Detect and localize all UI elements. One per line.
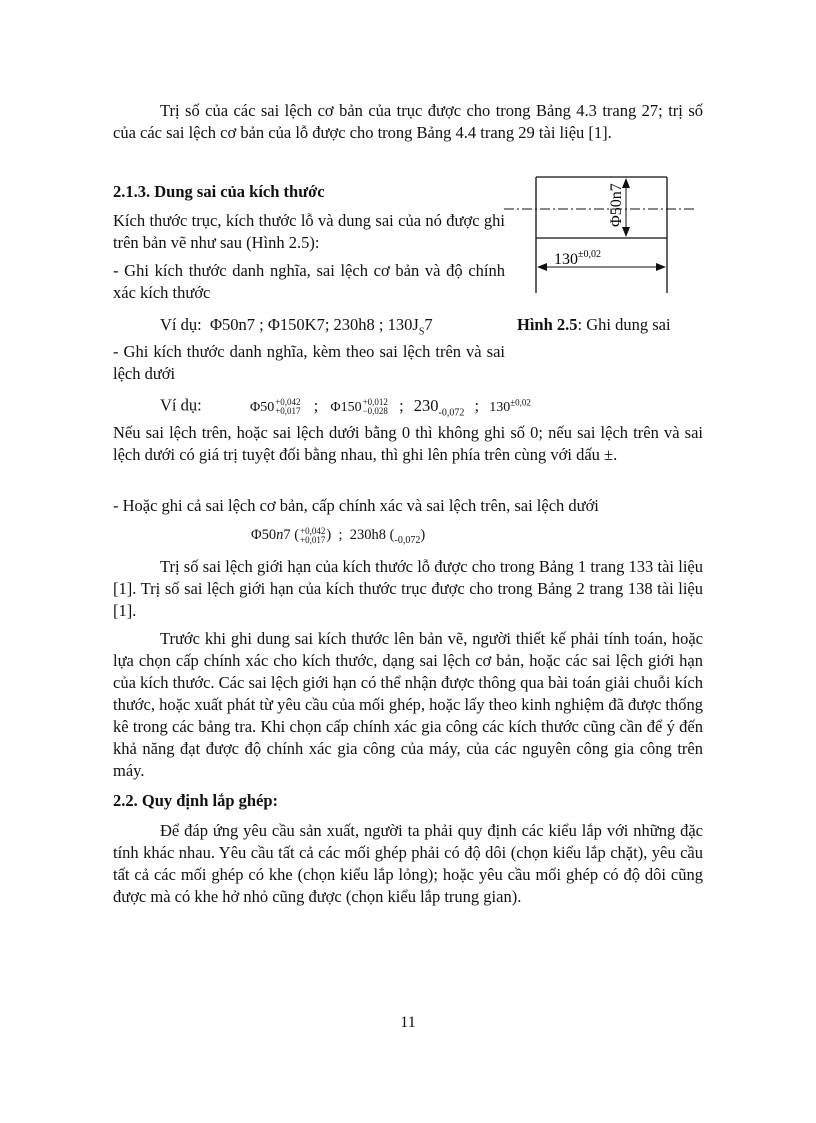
example-1-text: Φ50n7 ; Φ150K7; 230h8 ; 130J: [209, 315, 419, 334]
page-number: 11: [400, 1014, 416, 1031]
length-dimension-label: $130^{\pm 0,02}$: [554, 249, 601, 268]
example-3: Φ50n7 ( +0,042 +0,017 ) ; 230h8 $(_{-0,072})$: [251, 525, 426, 546]
example-1: [160, 314, 433, 343]
diameter-dimension-label: Φ50n7: [608, 183, 625, 227]
bullet-nominal-size: - Ghi kích thước danh nghĩa, sai lệch cơ bản và độ chính xác kích thước: [113, 261, 505, 302]
example-2d: $130^{\pm 0,02}$: [489, 397, 531, 415]
design-paragraph: Trước khi ghi dung sai kích thước lên bản vẽ, người thiết kế phải tính toán, hoặc lựa chọn cấp chính xác cho kích thước, dạng sai lệch cơ bản, hoặc các sai lệch giới hạn của kích thước. Các sai lệch giới hạn có thể nhận được thông qua bài toán giải chuỗi kích thước, hoặc xuất phát từ yêu cầu của mối ghép, hoặc lấy theo kinh nghiệm đã được thống kê trong các bảng tra. Khi chọn cấp chính xác gia công các kích thước cũng cần để ý đến khả năng đạt được độ chính xác gia công của máy, của các nguyên công gia công trên máy.: [113, 629, 703, 780]
example-2-label: Ví dụ:: [160, 395, 202, 415]
limit-deviation-tables-paragraph: Trị số sai lệch giới hạn của kích thước lỗ được cho trong Bảng 1 trang 133 tài liệu [1]. Trị số sai lệch giới hạn của kích thước trục được cho trong Bảng 2 trang 138 tài liệu [1].: [113, 557, 703, 620]
figure-caption-text: : Ghi dung sai: [577, 315, 671, 334]
figure-2-5: [500, 175, 710, 300]
section-22-heading: 2.2. Quy định lắp ghép:: [113, 791, 279, 810]
example-2-sep-3: ;: [474, 395, 480, 415]
example-1-end: 7: [424, 315, 433, 334]
figure-caption: [517, 314, 671, 336]
example-2-sep-1: ;: [313, 395, 319, 415]
dimension-intro-paragraph: Kích thước trục, kích thước lỗ và dung sai của nó được ghi trên bản vẽ như sau (Hình 2.5):: [113, 211, 505, 252]
example-2: [160, 391, 531, 424]
figure-caption-label: Hình 2.5: [517, 315, 578, 334]
example-2a: Φ50 +0,042 +0,017: [249, 397, 301, 417]
example-1-label: Ví dụ:: [160, 315, 202, 334]
example-2c: $230_{-0,072}$: [413, 395, 465, 418]
section-213-heading: 2.1.3. Dung sai của kích thước: [113, 182, 325, 201]
example-1-sub: S: [418, 326, 425, 338]
bullet-full-notation: - Hoặc ghi cả sai lệch cơ bản, cấp chính xác và sai lệch trên, sai lệch dưới: [113, 496, 599, 515]
intro-paragraph: Trị số của các sai lệch cơ bản của trục được cho trong Bảng 4.3 trang 27; trị số của các sai lệch cơ bản của lỗ được cho trong Bảng 4.4 trang 29 tài liệu [1].: [113, 101, 703, 142]
fit-regulation-paragraph: Để đáp ứng yêu cầu sản xuất, người ta phải quy định các kiểu lắp với những đặc tính khác nhau. Yêu cầu tất cả các mối ghép phải có độ dôi (chọn kiểu lắp chặt), yêu cầu tất cả các mối ghép có khe (chọn kiểu lắp lỏng); hoặc yêu cầu mối ghép có độ dôi cũng được mà có khe hở nhỏ cũng được (chọn kiểu lắp trung gian).: [113, 821, 703, 906]
bullet-upper-lower-deviation: - Ghi kích thước danh nghĩa, kèm theo sai lệch trên và sai lệch dưới: [113, 342, 505, 383]
zero-deviation-paragraph: Nếu sai lệch trên, hoặc sai lệch dưới bằng 0 thì không ghi số 0; nếu sai lệch trên và sai lệch dưới có giá trị tuyệt đối bằng nhau, thì ghi lên phía trên cùng với dấu ±.: [113, 423, 703, 464]
example-2b: Φ150 +0,012 −0,028: [330, 397, 388, 417]
example-2-sep-2: ;: [399, 395, 404, 415]
